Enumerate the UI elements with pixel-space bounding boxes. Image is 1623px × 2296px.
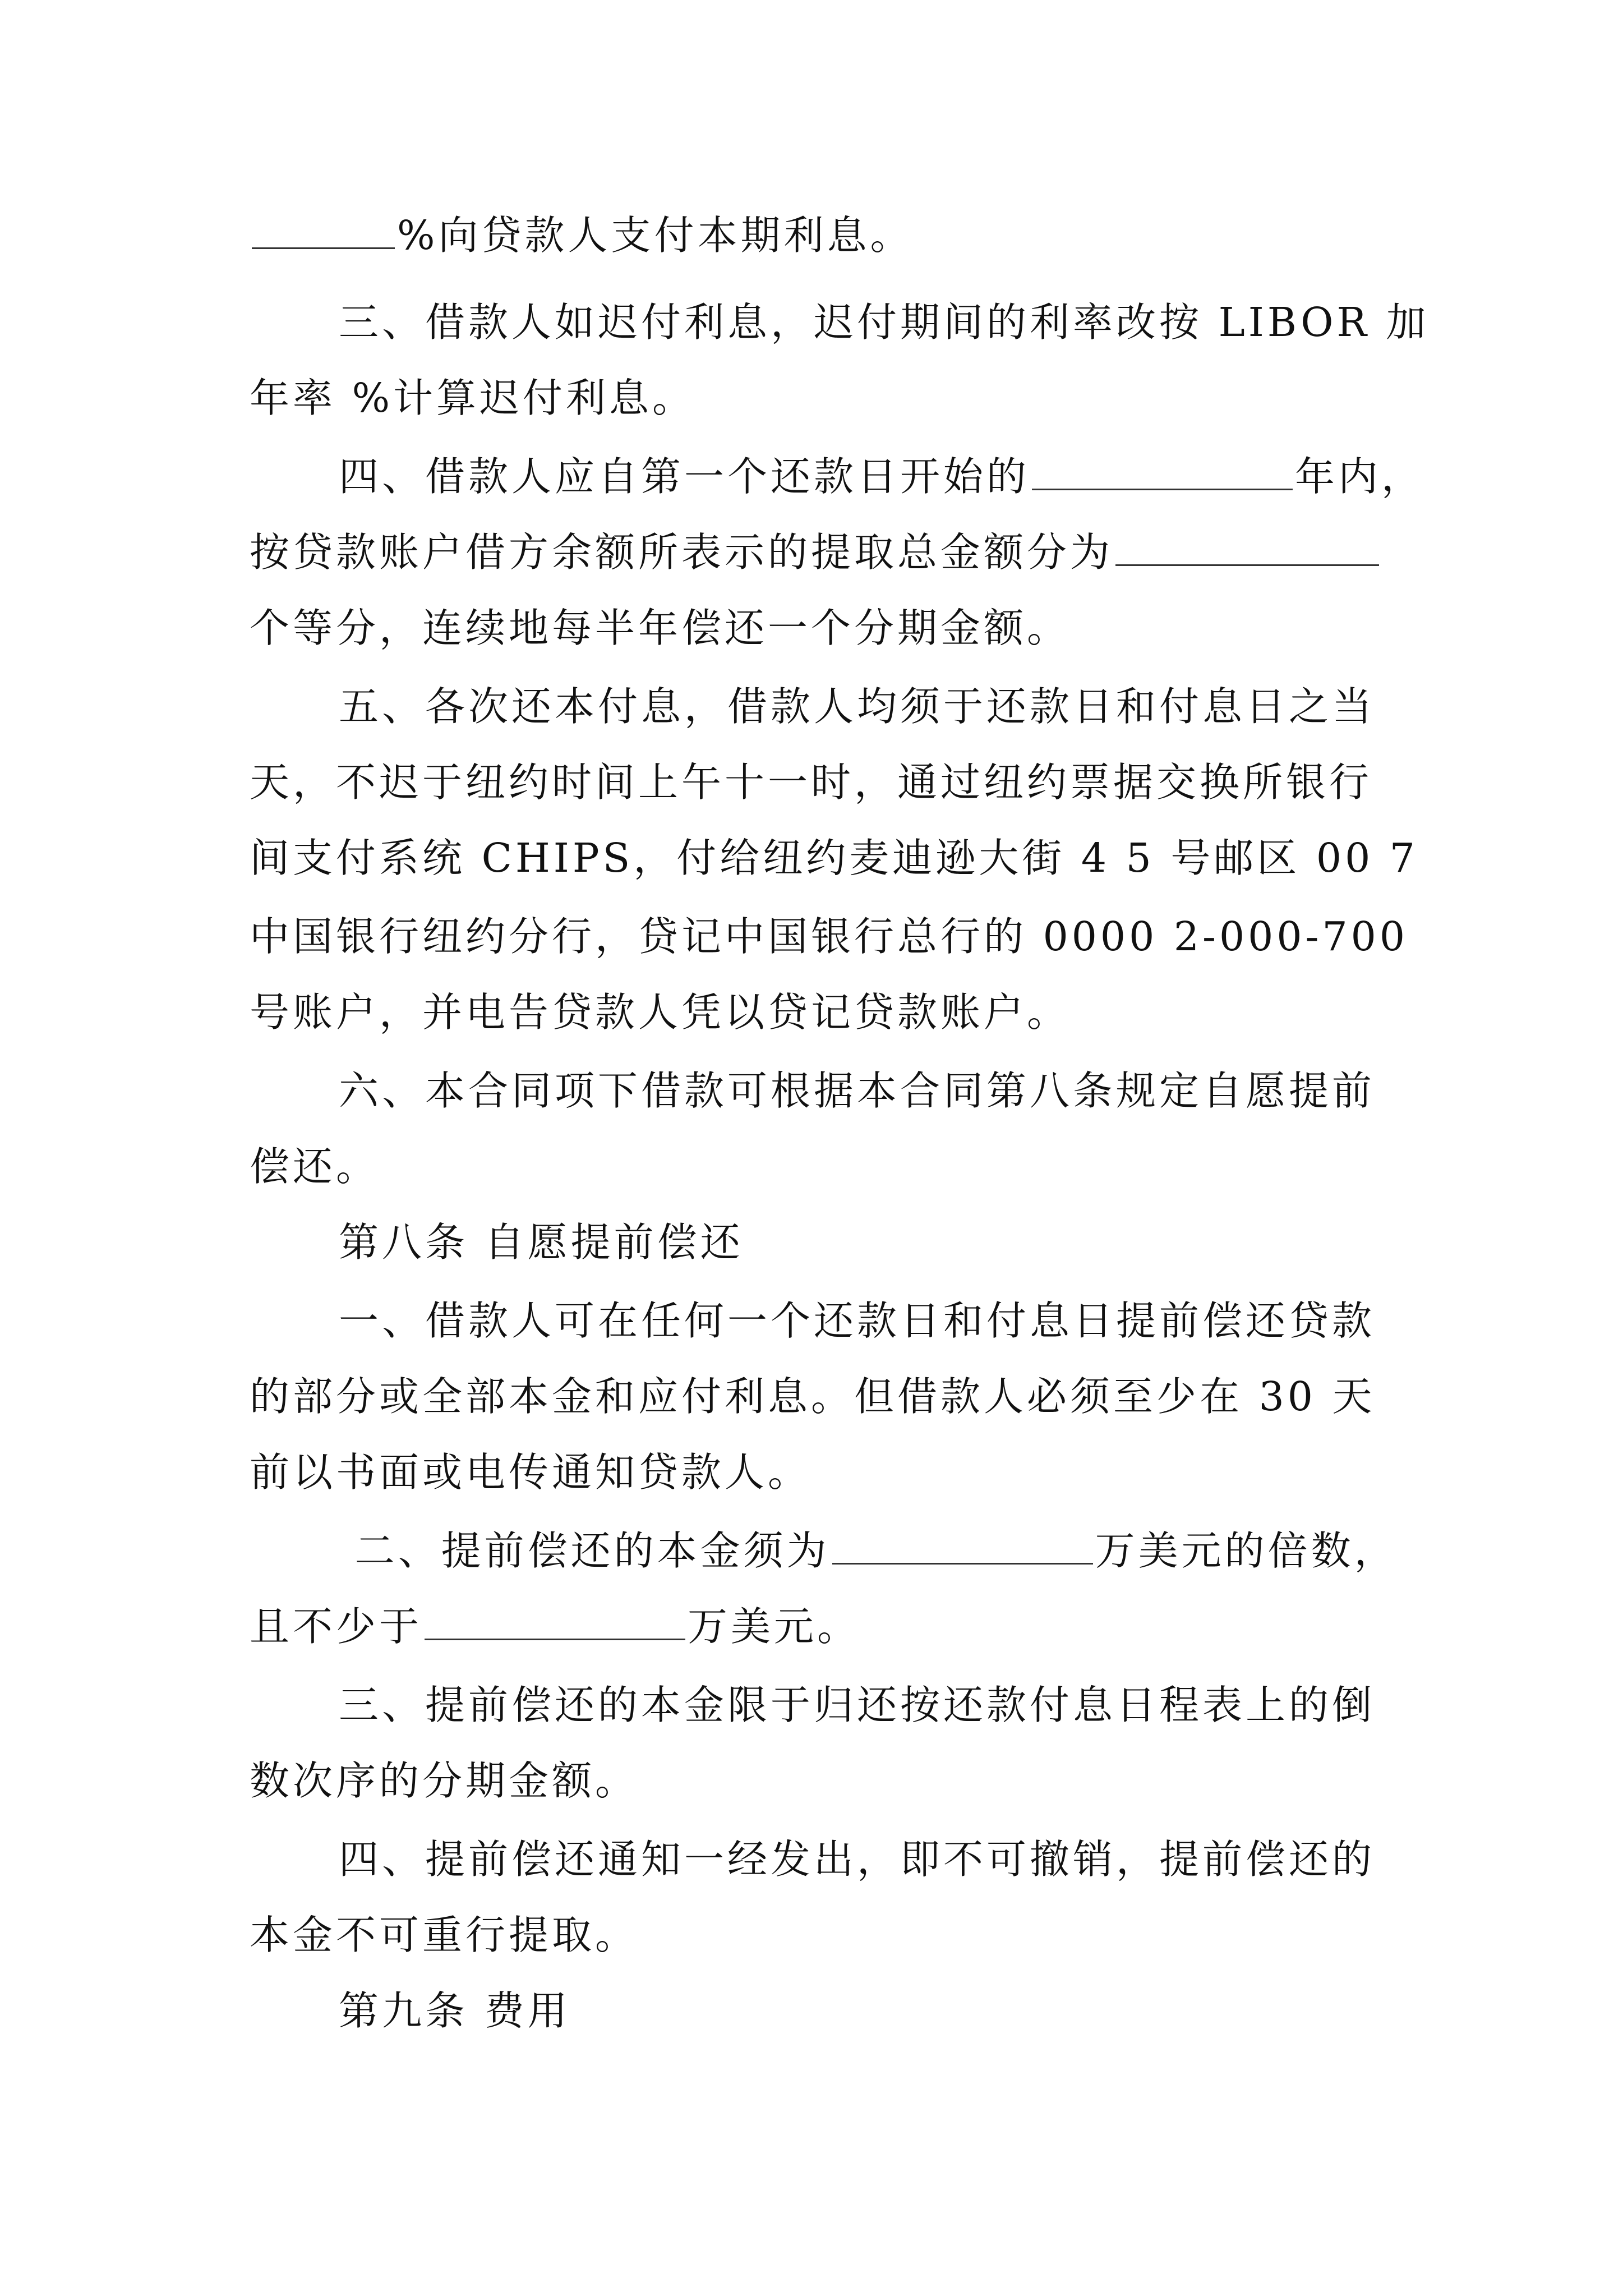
text-line-6: 个等分，连续地每半年偿还一个分期金额。: [250, 605, 1071, 651]
fill-in-blank: [425, 1607, 685, 1640]
text-line-13: 偿还。: [250, 1143, 380, 1190]
text-line-22: 四、提前偿还通知一经发出，即不可撤销，提前偿还的: [339, 1836, 1376, 1883]
fill-in-blank: [832, 1531, 1093, 1565]
text-line-23: 本金不可重行提取。: [250, 1912, 639, 1958]
section-heading-article-8: 第八条 自愿提前偿还: [339, 1219, 744, 1266]
fill-in-blank: [252, 216, 395, 249]
fill-in-blank: [1032, 457, 1293, 490]
section-heading-article-9: 第九条 费用: [339, 1987, 571, 2034]
fill-in-blank: [1115, 533, 1379, 566]
text-line-18: 二、提前偿还的本金须为 万美元的倍数，: [339, 1527, 1398, 1574]
text-line-16: 的部分或全部本金和应付利息。但借款人必须至少在 30 天: [250, 1373, 1376, 1420]
text-line-8: 天，不迟于纽约时间上午十一时，通过纽约票据交换所银行: [250, 759, 1373, 806]
text-line-2: 三、借款人如迟付利息，迟付期间的利率改按 LIBOR 加: [339, 299, 1430, 346]
text-line-11: 号账户，并电告贷款人凭以贷记贷款账户。: [250, 989, 1071, 1036]
text-line-5: 按贷款账户借方余额所表示的提取总金额分为: [250, 516, 1381, 589]
text-line-9: 间支付系统 CHIPS，付给纽约麦迪逊大街 4 5 号邮区 00 7: [250, 835, 1418, 881]
text-line-1: %向贷款人支付本期利息。: [250, 199, 913, 272]
text-line-12: 六、本合同项下借款可根据本合同第八条规定自愿提前: [339, 1068, 1376, 1114]
text-line-19: 且不少于 万美元。: [250, 1603, 861, 1650]
text-line-15: 一、借款人可在任何一个还款日和付息日提前偿还贷款: [339, 1297, 1376, 1344]
text-line-3: 年率 %计算迟付利息。: [250, 375, 696, 421]
text-line-21: 数次序的分期金额。: [250, 1757, 639, 1804]
text-line-4: 四、借款人应自第一个还款日开始的 年内，: [339, 453, 1425, 500]
text-line-10: 中国银行纽约分行，贷记中国银行总行的 0000 2-000-700: [250, 913, 1409, 960]
text-line-20: 三、提前偿还的本金限于归还按还款付息日程表上的倒: [339, 1682, 1376, 1728]
text-line-17: 前以书面或电传通知贷款人。: [250, 1449, 811, 1496]
text-line-7: 五、各次还本付息，借款人均须于还款日和付息日之当: [339, 683, 1376, 730]
